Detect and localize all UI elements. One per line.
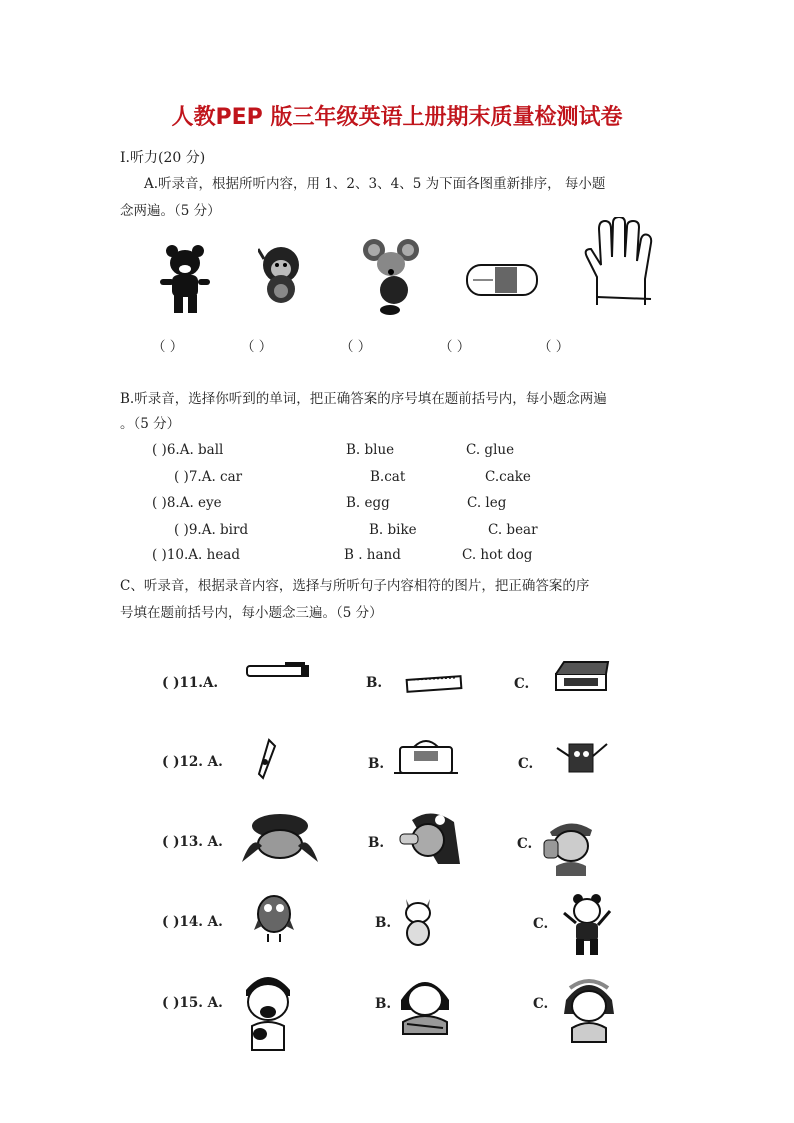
child-touching-face-picture-a [238,812,322,866]
question-13: ( )13. A. [162,834,223,850]
pencil-case-picture [552,660,610,694]
answer-paren-2[interactable]: （ ） [241,339,273,355]
owl-picture [254,890,294,944]
answer-paren-3[interactable]: （ ） [340,339,372,355]
option-10b: B . hand [344,547,401,563]
option-12c: C. [518,756,534,772]
question-11: ( )11.A. [162,675,219,691]
page-title: 人教PEP 版三年级英语上册期末质量检测试卷 [171,105,623,130]
crayon-picture [255,738,279,782]
option-13c: C. [517,836,533,852]
answer-paren-5[interactable]: （ ） [538,339,570,355]
question-12: ( )12. A. [162,754,223,770]
option-13b: B. [368,835,385,851]
part-b-instruction: B.听录音，选择你听到的单词，把正确答案的序号填在题前括号内，每小题念两遍 [120,391,607,407]
option-8c: C. leg [467,495,507,511]
question-7: ( )7.A. car [174,469,243,485]
part-a-instruction-cont: 念两遍。（5 分） [120,203,221,219]
section-heading: Ⅰ.听力(20 分) [120,150,206,166]
option-15c: C. [533,996,549,1012]
pen-picture [245,659,311,681]
part-a-instruction: A.听录音，根据所听内容，用 1、2、3、4、5 为下面各图重新排序， 每小题 [144,176,606,192]
question-14: ( )14. A. [162,914,223,930]
option-6b: B. blue [346,442,395,458]
option-8b: B. egg [346,495,390,511]
part-b-instruction-cont: 。（5 分） [120,416,181,432]
option-7b: B.cat [370,469,406,485]
girl-headband-picture [560,974,618,1044]
option-9b: B. bike [369,522,417,538]
eraser-picture [465,262,539,298]
girl-arms-crossed-picture [393,970,457,1036]
option-11b: B. [366,675,383,691]
answer-paren-4[interactable]: （ ） [439,339,471,355]
answer-paren-1[interactable]: （ ） [152,339,184,355]
option-11c: C. [514,676,530,692]
ruler-picture [405,674,463,694]
question-9: ( )9.A. bird [174,522,249,538]
cat-picture [400,893,436,949]
option-14c: C. [533,916,549,932]
boy-shouting-picture [240,970,296,1052]
question-15: ( )15. A. [162,995,223,1011]
option-12b: B. [368,756,385,772]
girl-touching-face-picture [398,810,464,866]
bag-picture [392,737,460,777]
hand-picture [583,217,653,309]
option-15b: B. [375,996,392,1012]
option-6c: C. glue [466,442,515,458]
question-8: ( )8.A. eye [152,495,222,511]
panda-picture [562,893,612,957]
monkey-figure [258,245,304,307]
option-14b: B. [375,915,392,931]
question-6: ( )6.A. ball [152,442,224,458]
question-10: ( )10.A. head [152,547,241,563]
book-character-picture [553,738,609,778]
part-c-instruction-cont: 号填在题前括号内，每小题念三遍。（5 分） [120,605,383,621]
bear-figure [160,243,212,318]
part-c-instruction: C、听录音，根据录音内容，选择与所听句子内容相符的图片，把正确答案的序 [120,578,590,594]
option-9c: C. bear [488,522,538,538]
option-7c: C.cake [485,469,531,485]
boy-touching-head-picture [540,814,602,876]
option-10c: C. hot dog [462,547,533,563]
mouse-figure [360,238,422,316]
